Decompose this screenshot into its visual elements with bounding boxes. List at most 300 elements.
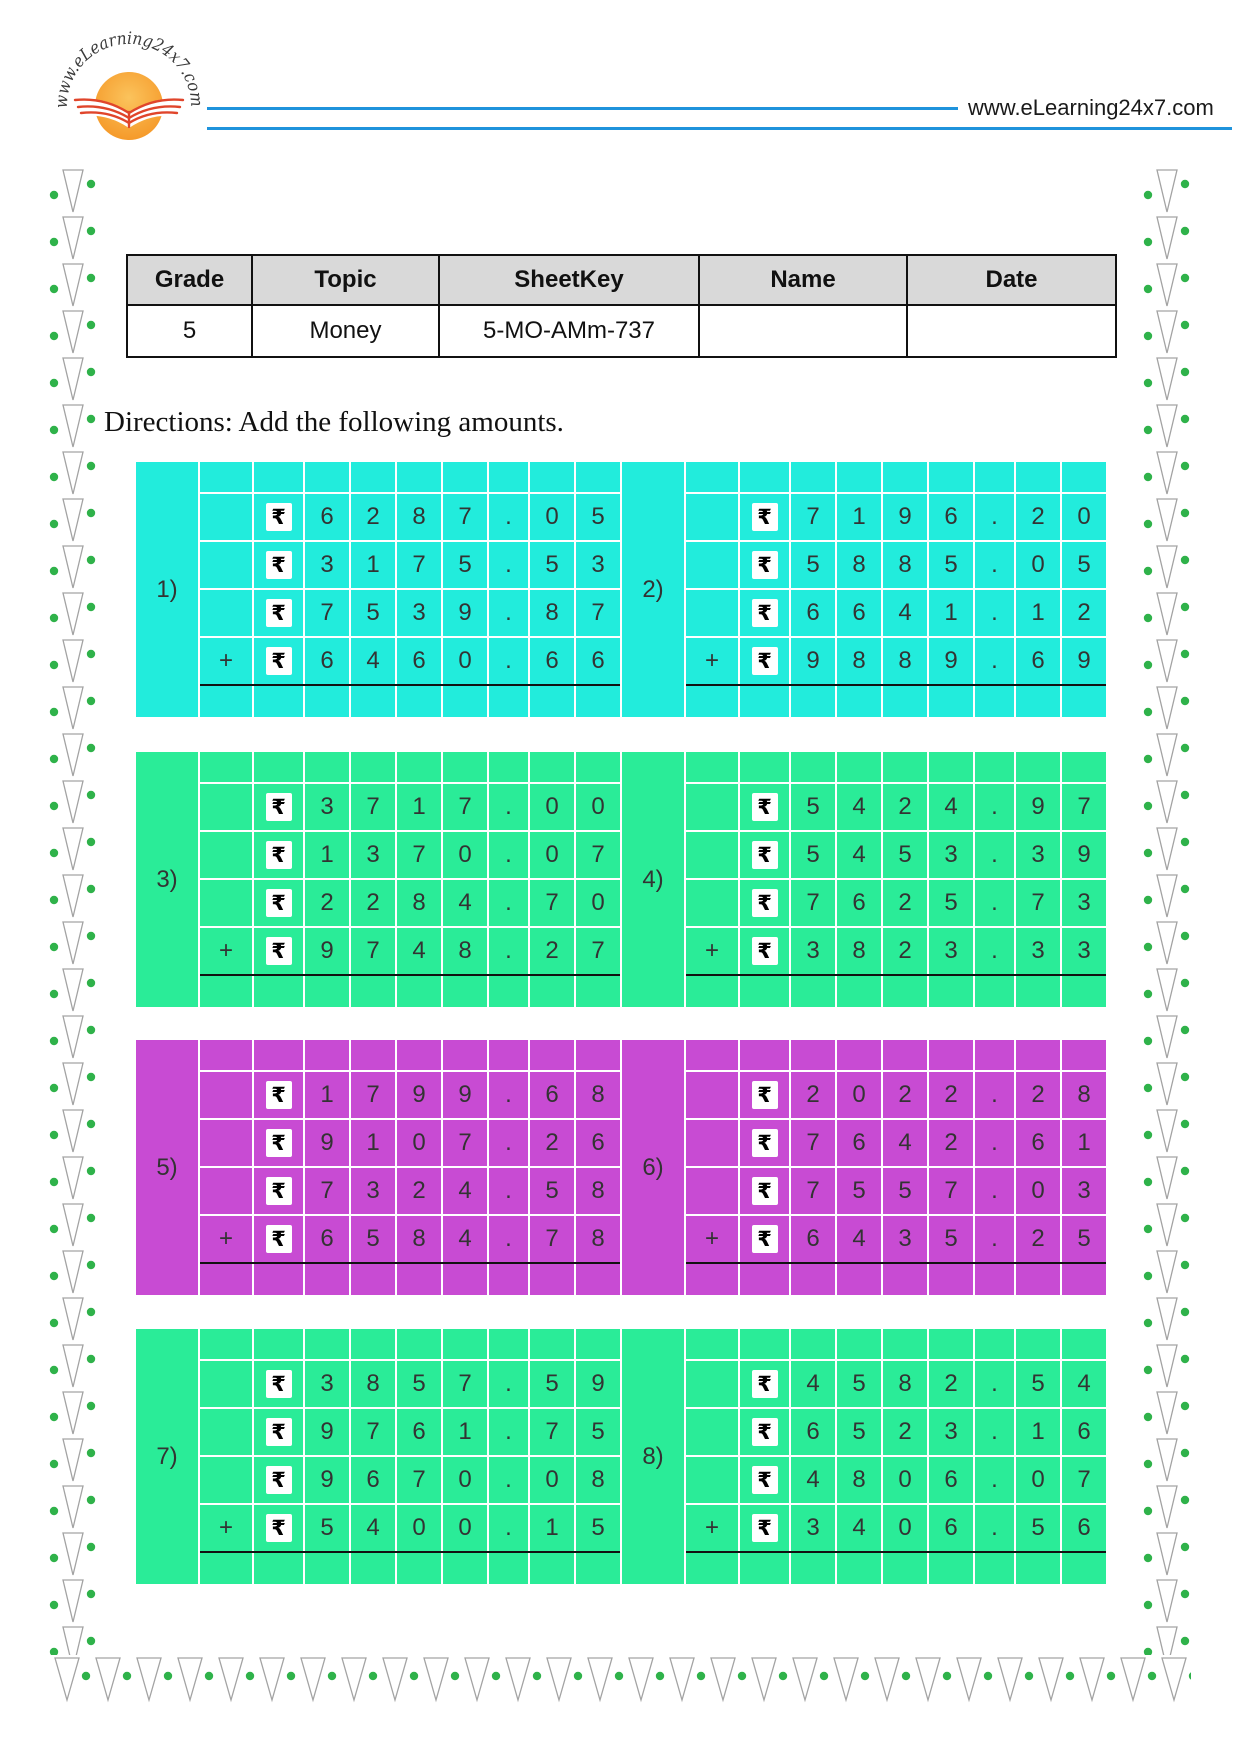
spacer-cell <box>791 752 835 782</box>
digit-cell: 0 <box>443 1457 487 1503</box>
problem-number: 6) <box>622 1040 684 1295</box>
rupee-symbol: ₹ <box>752 1514 778 1542</box>
operator-cell <box>686 542 738 588</box>
rupee-cell <box>254 1409 303 1455</box>
spacer-cell <box>929 462 973 492</box>
decimal-point: . <box>489 590 528 636</box>
digit-cell: 6 <box>929 494 973 540</box>
digit-cell: 7 <box>576 590 620 636</box>
digit-cell: 6 <box>791 1409 835 1455</box>
digit-cell: 1 <box>1016 1409 1060 1455</box>
digit-cell: 2 <box>883 1409 927 1455</box>
digit-cell: 0 <box>883 1505 927 1551</box>
digit-cell: 8 <box>397 494 441 540</box>
operator-cell <box>686 1361 738 1407</box>
answer-cell <box>200 976 252 1007</box>
digit-cell: 0 <box>530 1457 574 1503</box>
decimal-point: . <box>975 1216 1014 1262</box>
digit-cell: 7 <box>443 1361 487 1407</box>
decimal-point: . <box>975 928 1014 974</box>
spacer-cell <box>397 462 441 492</box>
digit-cell: 2 <box>883 784 927 830</box>
spacer-cell <box>1062 1040 1106 1070</box>
spacer-cell <box>530 1040 574 1070</box>
digit-cell: 3 <box>791 1505 835 1551</box>
digit-cell: 2 <box>883 1072 927 1118</box>
spacer-cell <box>489 1040 528 1070</box>
digit-cell: 6 <box>305 1216 349 1262</box>
rupee-cell <box>740 494 789 540</box>
digit-cell: 7 <box>351 1072 395 1118</box>
digit-cell: 6 <box>1016 1120 1060 1166</box>
rupee-cell <box>740 1120 789 1166</box>
digit-cell: 0 <box>883 1457 927 1503</box>
digit-cell: 8 <box>576 1457 620 1503</box>
answer-cell <box>443 976 487 1007</box>
digit-cell: 6 <box>530 638 574 684</box>
digit-cell: 7 <box>791 1168 835 1214</box>
plus-sign: + <box>686 928 738 974</box>
answer-cell <box>200 686 252 717</box>
operator-cell <box>200 494 252 540</box>
spacer-cell <box>1062 462 1106 492</box>
answer-cell <box>1062 686 1106 717</box>
digit-cell: 7 <box>397 1457 441 1503</box>
answer-cell <box>200 1553 252 1584</box>
info-header-row <box>127 255 1116 305</box>
digit-cell: 7 <box>305 590 349 636</box>
rupee-symbol: ₹ <box>266 1177 292 1205</box>
decimal-point: . <box>975 638 1014 684</box>
spacer-cell <box>837 1329 881 1359</box>
digit-cell: 7 <box>1062 1457 1106 1503</box>
plus-sign: + <box>686 1505 738 1551</box>
spacer-cell <box>254 752 303 782</box>
rupee-symbol: ₹ <box>752 1129 778 1157</box>
rupee-cell <box>740 542 789 588</box>
spacer-cell <box>200 1040 252 1070</box>
sum-line <box>686 684 1106 686</box>
answer-cell <box>975 1264 1014 1295</box>
answer-cell <box>200 1264 252 1295</box>
answer-cell <box>1016 1553 1060 1584</box>
spacer-cell <box>740 752 789 782</box>
answer-cell <box>686 976 738 1007</box>
rupee-symbol: ₹ <box>266 599 292 627</box>
spacer-cell <box>254 1329 303 1359</box>
digit-cell: 6 <box>791 1216 835 1262</box>
digit-cell: 4 <box>791 1457 835 1503</box>
decimal-point: . <box>975 1505 1014 1551</box>
digit-cell: 7 <box>791 494 835 540</box>
decimal-point: . <box>975 1409 1014 1455</box>
rupee-cell <box>254 590 303 636</box>
spacer-cell <box>443 1329 487 1359</box>
problem-block <box>136 1040 1106 1295</box>
decimal-point: . <box>489 784 528 830</box>
operator-cell <box>686 1168 738 1214</box>
digit-cell: 7 <box>791 1120 835 1166</box>
digit-cell: 8 <box>837 928 881 974</box>
spacer-cell <box>1016 1329 1060 1359</box>
decimal-point: . <box>975 1120 1014 1166</box>
digit-cell: 8 <box>837 542 881 588</box>
digit-cell: 1 <box>530 1505 574 1551</box>
rupee-symbol: ₹ <box>266 1081 292 1109</box>
spacer-cell <box>530 462 574 492</box>
digit-cell: 5 <box>791 784 835 830</box>
rupee-cell <box>254 1216 303 1262</box>
digit-cell: 7 <box>305 1168 349 1214</box>
digit-cell: 9 <box>576 1361 620 1407</box>
digit-cell: 3 <box>305 784 349 830</box>
digit-cell: 9 <box>305 1120 349 1166</box>
digit-cell: 9 <box>305 928 349 974</box>
digit-cell: 7 <box>576 928 620 974</box>
digit-cell: 2 <box>883 880 927 926</box>
answer-cell <box>530 686 574 717</box>
operator-cell <box>200 1457 252 1503</box>
rupee-cell <box>254 1072 303 1118</box>
rupee-symbol: ₹ <box>752 1081 778 1109</box>
digit-cell: 3 <box>929 1409 973 1455</box>
answer-cell <box>929 1264 973 1295</box>
rupee-symbol: ₹ <box>266 889 292 917</box>
spacer-cell <box>837 752 881 782</box>
digit-cell: 1 <box>837 494 881 540</box>
decimal-point: . <box>489 928 528 974</box>
rupee-symbol: ₹ <box>266 793 292 821</box>
answer-cell <box>576 686 620 717</box>
rupee-cell <box>254 1120 303 1166</box>
spacer-cell <box>686 1040 738 1070</box>
spacer-cell <box>929 752 973 782</box>
digit-cell: 4 <box>883 590 927 636</box>
digit-cell: 0 <box>530 784 574 830</box>
decimal-point: . <box>489 880 528 926</box>
problem-number: 5) <box>136 1040 198 1295</box>
digit-cell: 5 <box>1062 542 1106 588</box>
rupee-cell <box>254 638 303 684</box>
digit-cell: 0 <box>837 1072 881 1118</box>
answer-cell <box>397 1553 441 1584</box>
digit-cell: 5 <box>397 1361 441 1407</box>
digit-cell: 0 <box>443 638 487 684</box>
grade-header: Grade <box>127 255 252 305</box>
digit-cell: 7 <box>397 542 441 588</box>
spacer-cell <box>576 462 620 492</box>
date-value <box>907 305 1116 357</box>
digit-cell: 7 <box>351 928 395 974</box>
spacer-cell <box>397 1329 441 1359</box>
spacer-cell <box>1016 462 1060 492</box>
right-border <box>1142 168 1192 1655</box>
answer-cell <box>530 976 574 1007</box>
digit-cell: 2 <box>397 1168 441 1214</box>
elearning-logo <box>0 0 240 150</box>
answer-cell <box>883 976 927 1007</box>
rupee-cell <box>254 928 303 974</box>
digit-cell: 8 <box>1062 1072 1106 1118</box>
digit-cell: 5 <box>305 1505 349 1551</box>
decimal-point: . <box>489 1120 528 1166</box>
spacer-cell <box>1016 752 1060 782</box>
rupee-symbol: ₹ <box>752 551 778 579</box>
answer-cell <box>791 976 835 1007</box>
answer-cell <box>351 1553 395 1584</box>
digit-cell: 5 <box>576 1409 620 1455</box>
operator-cell <box>200 590 252 636</box>
digit-cell: 6 <box>576 638 620 684</box>
digit-cell: 6 <box>837 880 881 926</box>
rupee-cell <box>740 638 789 684</box>
digit-cell: 7 <box>929 1168 973 1214</box>
digit-cell: 6 <box>576 1120 620 1166</box>
digit-cell: 5 <box>443 542 487 588</box>
rupee-symbol: ₹ <box>266 1466 292 1494</box>
spacer-cell <box>686 1329 738 1359</box>
rupee-symbol: ₹ <box>266 1370 292 1398</box>
digit-cell: 6 <box>305 638 349 684</box>
rupee-cell <box>254 1457 303 1503</box>
digit-cell: 3 <box>929 832 973 878</box>
digit-cell: 6 <box>837 590 881 636</box>
digit-cell: 5 <box>791 832 835 878</box>
digit-cell: 9 <box>443 590 487 636</box>
digit-cell: 2 <box>791 1072 835 1118</box>
digit-cell: 0 <box>576 880 620 926</box>
answer-cell <box>576 1553 620 1584</box>
spacer-cell <box>397 1040 441 1070</box>
spacer-cell <box>576 1329 620 1359</box>
spacer-cell <box>443 1040 487 1070</box>
spacer-cell <box>200 752 252 782</box>
answer-cell <box>929 1553 973 1584</box>
directions-text: Directions: Add the following amounts. <box>104 406 564 438</box>
digit-cell: 7 <box>397 832 441 878</box>
spacer-cell <box>305 752 349 782</box>
operator-cell <box>686 1409 738 1455</box>
logo-arc-text-path: www.eLearning24x7.com <box>51 28 207 110</box>
answer-cell <box>489 1264 528 1295</box>
digit-cell: 3 <box>397 590 441 636</box>
spacer-cell <box>397 752 441 782</box>
digit-cell: 5 <box>351 590 395 636</box>
answer-cell <box>740 976 789 1007</box>
digit-cell: 5 <box>837 1409 881 1455</box>
answer-cell <box>351 1264 395 1295</box>
operator-cell <box>200 832 252 878</box>
rupee-symbol: ₹ <box>266 937 292 965</box>
digit-cell: 9 <box>883 494 927 540</box>
decimal-point: . <box>489 1168 528 1214</box>
rupee-cell <box>740 1409 789 1455</box>
answer-cell <box>1062 1264 1106 1295</box>
spacer-cell <box>686 462 738 492</box>
digit-cell: 9 <box>443 1072 487 1118</box>
answer-cell <box>686 686 738 717</box>
decimal-point: . <box>489 1409 528 1455</box>
answer-cell <box>576 1264 620 1295</box>
digit-cell: 1 <box>443 1409 487 1455</box>
header-rule-bottom <box>207 127 1232 130</box>
sheet-key-header: SheetKey <box>439 255 699 305</box>
spacer-cell <box>489 462 528 492</box>
spacer-cell <box>489 1329 528 1359</box>
answer-cell <box>254 1553 303 1584</box>
decimal-point: . <box>489 1216 528 1262</box>
answer-cell <box>443 1553 487 1584</box>
rupee-symbol: ₹ <box>266 1514 292 1542</box>
answer-cell <box>1016 976 1060 1007</box>
problem-block <box>136 1329 1106 1584</box>
digit-cell: 6 <box>397 1409 441 1455</box>
digit-cell: 7 <box>1062 784 1106 830</box>
spacer-cell <box>576 752 620 782</box>
spacer-cell <box>791 1329 835 1359</box>
digit-cell: 1 <box>397 784 441 830</box>
digit-cell: 7 <box>576 832 620 878</box>
spacer-cell <box>200 1329 252 1359</box>
digit-cell: 5 <box>791 542 835 588</box>
digit-cell: 7 <box>351 1409 395 1455</box>
answer-cell <box>686 1553 738 1584</box>
rupee-cell <box>254 784 303 830</box>
digit-cell: 0 <box>530 494 574 540</box>
rupee-symbol: ₹ <box>752 1418 778 1446</box>
operator-cell <box>686 1457 738 1503</box>
digit-cell: 5 <box>530 542 574 588</box>
answer-cell <box>443 1264 487 1295</box>
operator-cell <box>200 542 252 588</box>
operator-cell <box>686 784 738 830</box>
digit-cell: 6 <box>929 1505 973 1551</box>
digit-cell: 4 <box>443 880 487 926</box>
info-value-row <box>127 305 1116 357</box>
rupee-cell <box>740 1361 789 1407</box>
plus-sign: + <box>200 1216 252 1262</box>
decimal-point: . <box>489 494 528 540</box>
rupee-symbol: ₹ <box>752 599 778 627</box>
digit-cell: 8 <box>530 590 574 636</box>
problem-number: 8) <box>622 1329 684 1584</box>
plus-sign: + <box>686 1216 738 1262</box>
name-header: Name <box>699 255 907 305</box>
digit-cell: 6 <box>1016 638 1060 684</box>
plus-sign: + <box>200 928 252 974</box>
spacer-cell <box>883 462 927 492</box>
spacer-cell <box>351 1040 395 1070</box>
answer-cell <box>489 1553 528 1584</box>
digit-cell: 4 <box>443 1168 487 1214</box>
name-value <box>699 305 907 357</box>
digit-cell: 9 <box>929 638 973 684</box>
problem-block <box>136 462 1106 717</box>
digit-cell: 6 <box>929 1457 973 1503</box>
sum-line <box>686 1551 1106 1553</box>
answer-cell <box>530 1553 574 1584</box>
digit-cell: 0 <box>530 832 574 878</box>
rupee-cell <box>740 880 789 926</box>
digit-cell: 4 <box>443 1216 487 1262</box>
digit-cell: 8 <box>883 638 927 684</box>
rupee-cell <box>254 832 303 878</box>
digit-cell: 0 <box>1062 494 1106 540</box>
spacer-cell <box>883 1040 927 1070</box>
digit-cell: 7 <box>443 494 487 540</box>
answer-cell <box>883 1264 927 1295</box>
decimal-point: . <box>975 784 1014 830</box>
digit-cell: 4 <box>837 832 881 878</box>
spacer-cell <box>530 752 574 782</box>
answer-cell <box>305 1553 349 1584</box>
digit-cell: 9 <box>305 1457 349 1503</box>
answer-cell <box>1016 1264 1060 1295</box>
decimal-point: . <box>975 880 1014 926</box>
digit-cell: 2 <box>1062 590 1106 636</box>
rupee-cell <box>740 832 789 878</box>
spacer-cell <box>975 1329 1014 1359</box>
rupee-cell <box>254 494 303 540</box>
spacer-cell <box>254 462 303 492</box>
plus-sign: + <box>200 1505 252 1551</box>
decimal-point: . <box>975 542 1014 588</box>
digit-cell: 4 <box>791 1361 835 1407</box>
answer-cell <box>740 1264 789 1295</box>
digit-cell: 8 <box>351 1361 395 1407</box>
decimal-point: . <box>975 1361 1014 1407</box>
rupee-cell <box>740 928 789 974</box>
digit-cell: 8 <box>397 880 441 926</box>
grade-value: 5 <box>127 305 252 357</box>
digit-cell: 4 <box>837 1505 881 1551</box>
digit-cell: 0 <box>576 784 620 830</box>
spacer-cell <box>740 1040 789 1070</box>
digit-cell: 3 <box>305 542 349 588</box>
digit-cell: 5 <box>530 1168 574 1214</box>
digit-cell: 0 <box>1016 1168 1060 1214</box>
answer-cell <box>791 1264 835 1295</box>
digit-cell: 3 <box>1016 832 1060 878</box>
digit-cell: 7 <box>530 880 574 926</box>
digit-cell: 7 <box>530 1216 574 1262</box>
operator-cell <box>200 1072 252 1118</box>
digit-cell: 2 <box>1016 494 1060 540</box>
digit-cell: 9 <box>791 638 835 684</box>
spacer-cell <box>929 1329 973 1359</box>
answer-cell <box>929 976 973 1007</box>
digit-cell: 1 <box>351 1120 395 1166</box>
digit-cell: 3 <box>883 1216 927 1262</box>
digit-cell: 3 <box>576 542 620 588</box>
operator-cell <box>200 784 252 830</box>
spacer-cell <box>305 1040 349 1070</box>
sum-line <box>200 974 620 976</box>
digit-cell: 9 <box>397 1072 441 1118</box>
digit-cell: 4 <box>351 638 395 684</box>
digit-cell: 2 <box>530 1120 574 1166</box>
spacer-cell <box>1062 1329 1106 1359</box>
digit-cell: 1 <box>1016 590 1060 636</box>
answer-cell <box>883 686 927 717</box>
digit-cell: 4 <box>837 784 881 830</box>
rupee-symbol: ₹ <box>266 503 292 531</box>
digit-cell: 2 <box>1016 1072 1060 1118</box>
answer-cell <box>837 1553 881 1584</box>
rupee-symbol: ₹ <box>752 1177 778 1205</box>
rupee-cell <box>740 1457 789 1503</box>
digit-cell: 8 <box>576 1168 620 1214</box>
